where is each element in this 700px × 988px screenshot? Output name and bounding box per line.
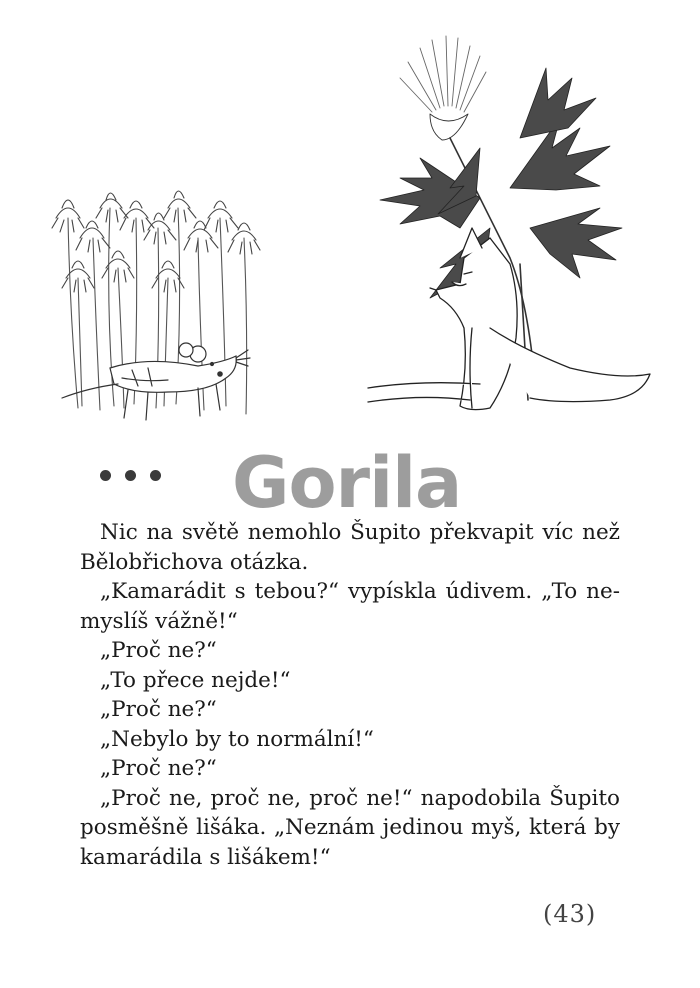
section-separator-dots — [100, 470, 161, 481]
text-line: Bělobřichova otázka. — [80, 549, 309, 575]
gorila-watermark: Gorila — [232, 442, 462, 524]
text-line: „Proč ne, proč ne, proč ne!“ napodobila Šupito — [100, 785, 620, 811]
text-line: posměšně lišáka. „Neznám jedinou myš, která by — [80, 815, 620, 840]
story-text — [80, 518, 620, 872]
separator-dot — [100, 470, 111, 481]
page-number: (43) — [543, 900, 597, 928]
mouse-flowers-illustration — [48, 178, 264, 436]
text-line: „To přece nejde!“ — [100, 667, 291, 693]
fox-thistle-illustration — [360, 28, 660, 420]
text-line: Nic na světě nemohlo Šupito překvapit víc než — [100, 520, 620, 545]
separator-dot — [125, 470, 136, 481]
text-line: „Proč ne?“ — [100, 638, 217, 663]
text-line: „Proč ne?“ — [100, 697, 217, 722]
separator-dot — [150, 470, 161, 481]
text-line: „Kamarádit s tebou?“ vypískla údivem. „To ne- — [100, 579, 620, 604]
text-line: kamarádila s lišákem!“ — [80, 844, 331, 870]
text-line: „Proč ne?“ — [100, 756, 217, 781]
text-line: myslíš vážně!“ — [80, 608, 238, 634]
text-line: „Nebylo by to normální!“ — [100, 726, 374, 752]
